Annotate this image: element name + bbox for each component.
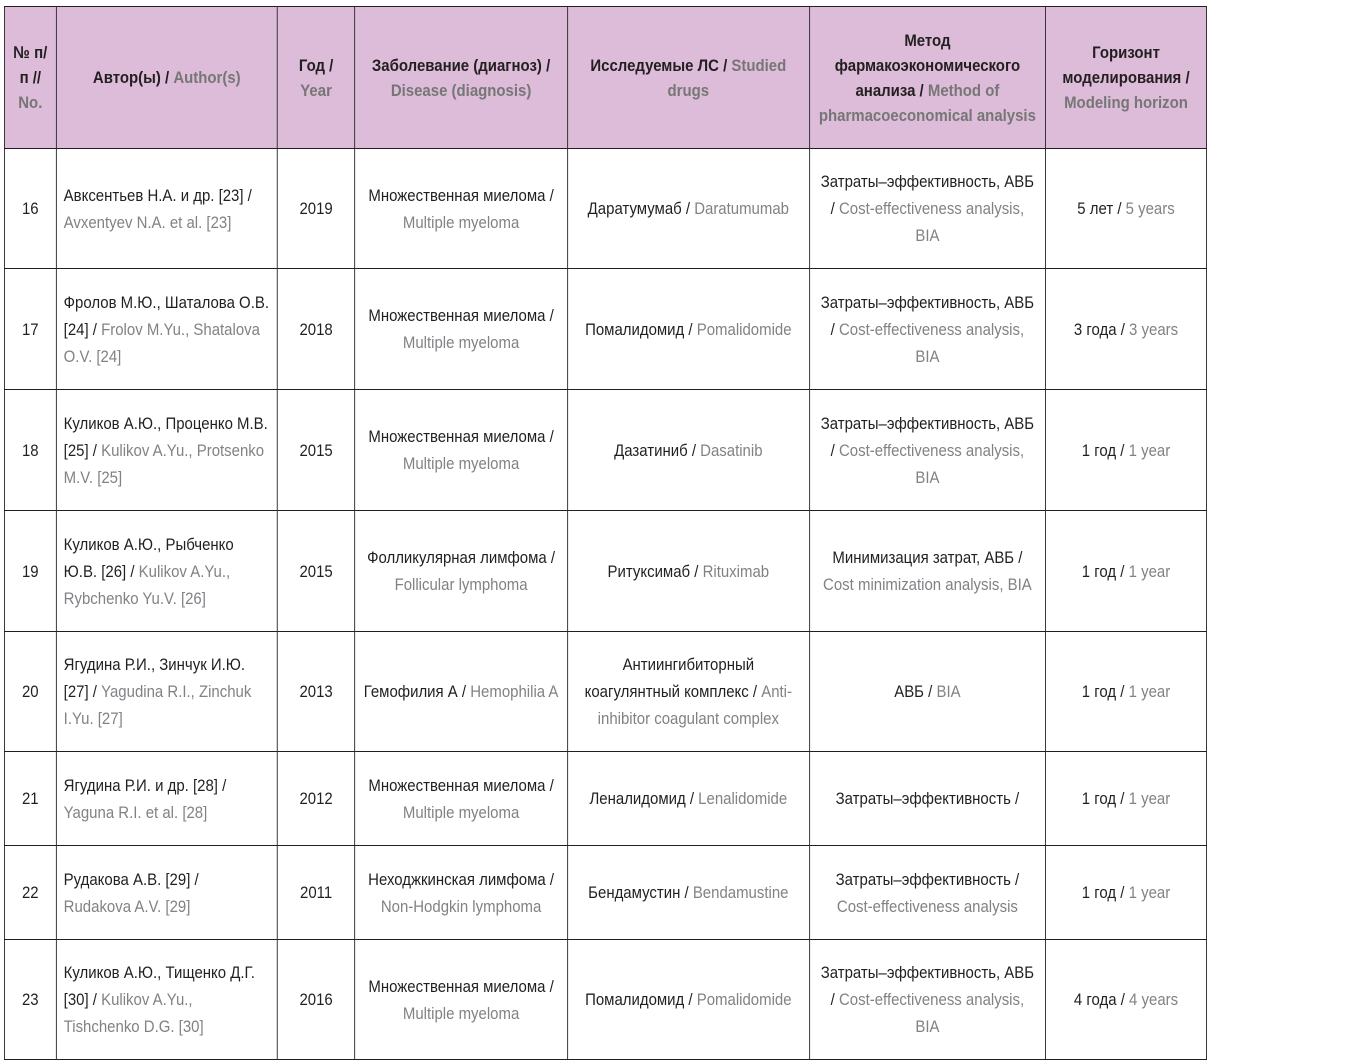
disease-en: Multiple myeloma	[402, 333, 520, 352]
disease-en: Multiple myeloma	[402, 454, 520, 473]
cell-author	[56, 940, 277, 1060]
column-header-ru-label: Горизонт моделирования /	[1062, 43, 1190, 87]
cell-number	[4, 149, 56, 269]
horizon-ru: 5 лет /	[1077, 199, 1122, 218]
column-header-drugs	[567, 7, 809, 149]
disease-en: Non-Hodgkin lymphoma	[380, 896, 542, 916]
column-header-horizon	[1045, 7, 1206, 149]
year-value: 2015	[299, 561, 333, 581]
method-en: Cost-effectiveness analysis, BIA	[838, 990, 1025, 1036]
column-header-en-label: No.	[18, 93, 43, 112]
row-number: 21	[21, 789, 39, 808]
author-ru: Куликов А.Ю., Тищенко Д.Г. [30] /	[63, 963, 255, 1009]
cell-author	[56, 846, 277, 940]
drug-ru: Ритуксимаб /	[607, 561, 699, 581]
author-en: Yagudina R.I., Zinchuk I.Yu. [27]	[63, 682, 252, 728]
column-header-en-label: Studied drugs	[667, 55, 787, 100]
table-row	[4, 390, 1206, 511]
year-value: 2012	[299, 789, 333, 808]
drug-ru: Помалидомид /	[585, 319, 693, 339]
horizon-en: 1 year	[1128, 883, 1171, 902]
cell-year	[277, 846, 354, 940]
author-ru: Фролов М.Ю., Шаталова О.В. [24] /	[63, 292, 269, 339]
author-en: Kulikov A.Yu., Tishchenko D.G. [30]	[63, 990, 204, 1036]
cell-disease	[355, 846, 568, 940]
cell-author	[56, 390, 277, 511]
table-row	[4, 269, 1206, 390]
drug-en: Pomalidomide	[696, 990, 792, 1009]
horizon-en: 1 year	[1128, 789, 1171, 808]
column-header-author	[56, 7, 277, 149]
disease-ru: Множественная миелома /	[368, 976, 554, 996]
cell-method	[809, 511, 1045, 632]
year-value: 2019	[299, 199, 333, 218]
drug-en: Daratumumab	[694, 199, 789, 218]
cell-year	[277, 269, 354, 390]
table-header	[4, 7, 1206, 149]
horizon-en: 1 year	[1128, 682, 1171, 701]
cell-method	[809, 632, 1045, 752]
method-ru: Затраты–эффективность /	[835, 869, 1020, 889]
author-en: Rudakova A.V. [29]	[63, 896, 191, 916]
drug-en: Dasatinib	[700, 440, 763, 460]
cell-horizon	[1045, 940, 1206, 1060]
cell-method	[809, 940, 1045, 1060]
table-row	[4, 846, 1206, 940]
horizon-ru: 1 год /	[1081, 789, 1125, 808]
table-body	[4, 149, 1206, 1060]
cell-horizon	[1045, 846, 1206, 940]
method-en: Cost-effectiveness analysis, BIA	[838, 319, 1025, 366]
drug-en: Bendamustine	[692, 883, 789, 902]
cell-disease	[355, 511, 568, 632]
year-value: 2016	[299, 990, 333, 1009]
column-header-en-label: Method of pharmacoeconomical analysis	[818, 80, 1036, 125]
disease-ru: Гемофилия А /	[363, 682, 467, 701]
row-number: 17	[21, 319, 39, 339]
method-en: Cost-effectiveness analysis	[836, 896, 1018, 916]
disease-en: Hemophilia A	[470, 682, 559, 701]
row-number: 20	[21, 682, 39, 701]
drug-en: Anti-inhibitor coagulant complex	[597, 682, 792, 728]
cell-drugs	[567, 269, 809, 390]
cell-year	[277, 940, 354, 1060]
method-ru: Затраты–эффективность /	[835, 789, 1020, 808]
drug-en: Pomalidomide	[696, 319, 792, 339]
horizon-ru: 1 год /	[1081, 440, 1125, 460]
horizon-ru: 4 года /	[1073, 990, 1125, 1009]
horizon-en: 1 year	[1128, 440, 1171, 460]
disease-en: Multiple myeloma	[402, 802, 520, 822]
cell-number	[4, 390, 56, 511]
author-ru: Куликов А.Ю., Проценко М.В. [25] /	[63, 413, 268, 460]
cell-drugs	[567, 846, 809, 940]
row-number: 16	[21, 199, 39, 218]
disease-en: Multiple myeloma	[402, 1003, 520, 1023]
horizon-ru: 1 год /	[1081, 682, 1125, 701]
cell-number	[4, 940, 56, 1060]
disease-en: Follicular lymphoma	[394, 575, 528, 594]
cell-drugs	[567, 632, 809, 752]
disease-ru: Неходжкинская лимфома /	[368, 869, 555, 889]
cell-author	[56, 149, 277, 269]
cell-drugs	[567, 511, 809, 632]
horizon-en: 5 years	[1125, 199, 1175, 218]
cell-drugs	[567, 390, 809, 511]
cell-horizon	[1045, 390, 1206, 511]
drug-en: Rituximab	[702, 561, 770, 581]
cell-author	[56, 752, 277, 846]
header-row	[4, 7, 1206, 149]
cell-drugs	[567, 940, 809, 1060]
author-en: Avxentyev N.A. et al. [23]	[63, 212, 232, 232]
cell-disease	[355, 752, 568, 846]
horizon-en: 4 years	[1129, 990, 1179, 1009]
disease-ru: Множественная миелома /	[368, 775, 554, 795]
cell-number	[4, 632, 56, 752]
horizon-ru: 3 года /	[1073, 319, 1125, 339]
column-header-method	[809, 7, 1045, 149]
cell-disease	[355, 269, 568, 390]
table-row	[4, 632, 1206, 752]
method-ru: Затраты–эффективность, АВБ /	[820, 172, 1035, 218]
method-ru: Затраты–эффективность, АВБ /	[820, 413, 1035, 460]
table-row	[4, 940, 1206, 1060]
author-ru: Куликов А.Ю., Рыбченко Ю.В. [26] /	[63, 534, 234, 581]
year-value: 2011	[299, 883, 333, 902]
cell-year	[277, 390, 354, 511]
drug-ru: Дазатиниб /	[614, 440, 696, 460]
drug-ru: Помалидомид /	[585, 990, 693, 1009]
cell-method	[809, 269, 1045, 390]
horizon-ru: 1 год /	[1081, 561, 1125, 581]
cell-number	[4, 269, 56, 390]
cell-author	[56, 269, 277, 390]
column-header-en-label: Disease (diagnosis)	[390, 80, 532, 100]
cell-author	[56, 632, 277, 752]
cell-year	[277, 752, 354, 846]
cell-number	[4, 846, 56, 940]
row-number: 19	[21, 561, 39, 581]
horizon-en: 1 year	[1128, 561, 1171, 581]
cell-drugs	[567, 149, 809, 269]
cell-author	[56, 511, 277, 632]
horizon-ru: 1 год /	[1081, 883, 1125, 902]
column-header-en-label: Year	[300, 80, 332, 100]
disease-ru: Множественная миелома /	[368, 185, 554, 205]
pharmacoeconomic-studies-table	[4, 6, 1207, 1060]
column-header-ru-label: № п/п //	[13, 43, 48, 87]
column-header-en-label: Modeling horizon	[1064, 93, 1188, 112]
disease-ru: Множественная миелома /	[368, 306, 554, 325]
cell-year	[277, 511, 354, 632]
table-row	[4, 511, 1206, 632]
disease-ru: Множественная миелома /	[368, 427, 554, 446]
cell-horizon	[1045, 511, 1206, 632]
method-ru: Затраты–эффективность, АВБ /	[820, 963, 1035, 1009]
method-ru: Минимизация затрат, АВБ /	[832, 548, 1023, 567]
horizon-en: 3 years	[1129, 319, 1179, 339]
cell-year	[277, 149, 354, 269]
author-ru: Рудакова А.В. [29] /	[63, 869, 199, 889]
author-en: Yaguna R.I. et al. [28]	[63, 802, 208, 822]
cell-disease	[355, 149, 568, 269]
column-header-ru-label: Исследуемые ЛС /	[590, 55, 728, 75]
method-en: Cost minimization analysis, BIA	[823, 575, 1032, 594]
column-header-year	[277, 7, 354, 149]
cell-year	[277, 632, 354, 752]
cell-method	[809, 149, 1045, 269]
drug-ru: Антиингибиторный коагулянтный комплекс /	[584, 655, 758, 701]
column-header-ru-label: Год /	[298, 55, 334, 75]
author-ru: Авксентьев Н.А. и др. [23] /	[63, 185, 252, 205]
row-number: 18	[21, 440, 39, 460]
disease-ru: Фолликулярная лимфома /	[367, 548, 556, 567]
cell-drugs	[567, 752, 809, 846]
author-en: Frolov M.Yu., Shatalova O.V. [24]	[63, 319, 260, 366]
method-ru: АВБ /	[894, 682, 933, 701]
year-value: 2013	[299, 682, 333, 701]
column-header-ru-label: Метод фармакоэкономического анализа /	[834, 30, 1021, 100]
drug-en: Lenalidomide	[698, 789, 788, 808]
method-en: Cost-effectiveness analysis, BIA	[838, 440, 1025, 487]
column-header-disease	[355, 7, 568, 149]
row-number: 23	[21, 990, 39, 1009]
cell-number	[4, 511, 56, 632]
method-en: Cost-effectiveness analysis, BIA	[838, 199, 1025, 245]
author-en: Kulikov A.Yu., Rybchenko Yu.V. [26]	[63, 561, 231, 608]
disease-en: Multiple myeloma	[402, 212, 520, 232]
cell-number	[4, 752, 56, 846]
column-header-ru-label: Заболевание (диагноз) /	[371, 55, 551, 75]
cell-horizon	[1045, 752, 1206, 846]
cell-disease	[355, 940, 568, 1060]
row-number: 22	[21, 883, 39, 902]
drug-ru: Леналидомид /	[589, 789, 695, 808]
cell-horizon	[1045, 269, 1206, 390]
cell-disease	[355, 390, 568, 511]
method-ru: Затраты–эффективность, АВБ /	[820, 292, 1035, 339]
drug-ru: Бендамустин /	[588, 883, 689, 902]
table-row	[4, 752, 1206, 846]
cell-method	[809, 846, 1045, 940]
cell-horizon	[1045, 632, 1206, 752]
method-en: BIA	[936, 682, 961, 701]
drug-ru: Даратумумаб /	[587, 199, 691, 218]
column-header-ru-label: Автор(ы) /	[92, 68, 170, 87]
cell-method	[809, 390, 1045, 511]
table-row	[4, 149, 1206, 269]
author-en: Kulikov A.Yu., Protsenko M.V. [25]	[63, 440, 265, 487]
column-header-number	[4, 7, 56, 149]
cell-horizon	[1045, 149, 1206, 269]
year-value: 2018	[299, 319, 333, 339]
author-ru: Ягудина Р.И., Зинчук И.Ю. [27] /	[63, 655, 246, 701]
author-ru: Ягудина Р.И. и др. [28] /	[63, 775, 227, 795]
cell-method	[809, 752, 1045, 846]
year-value: 2015	[299, 440, 333, 460]
cell-disease	[355, 632, 568, 752]
column-header-en-label: Author(s)	[173, 68, 241, 87]
